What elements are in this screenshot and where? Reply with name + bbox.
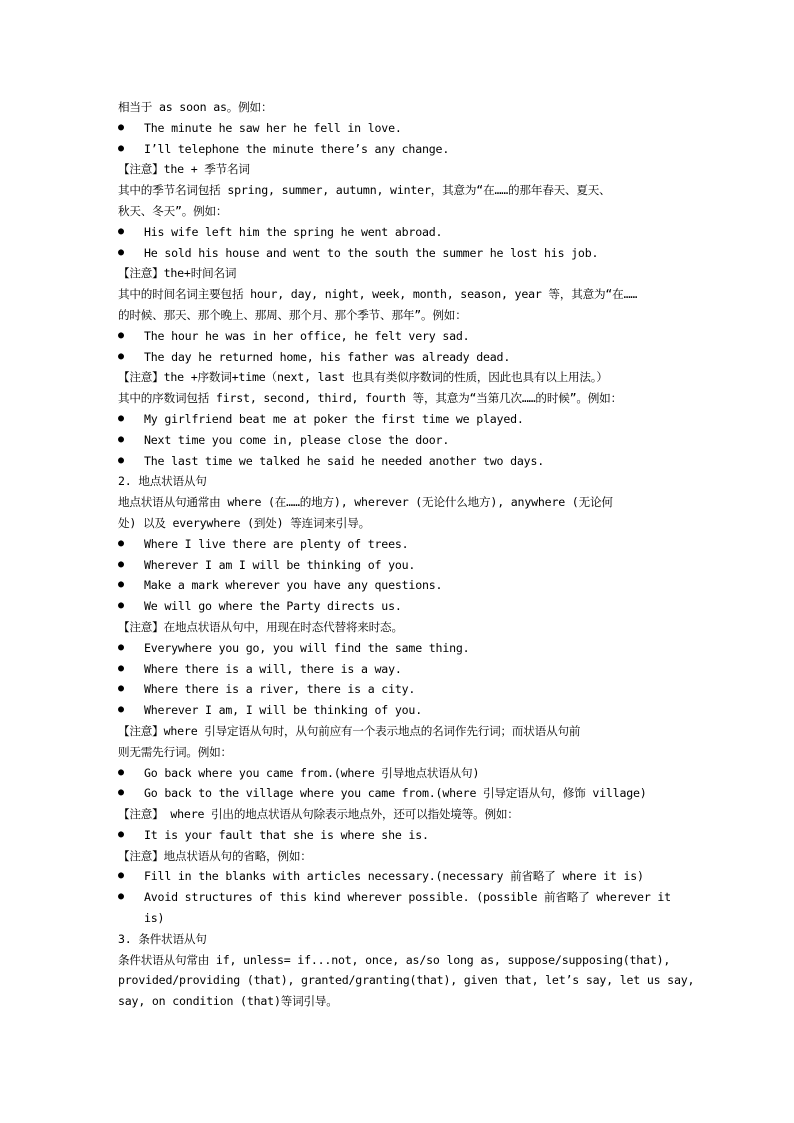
bullet-text: The day he returned home, his father was already dead. (144, 349, 511, 364)
bullet-item (118, 534, 680, 555)
bullet-text: Wherever I am I will be thinking of you. (144, 557, 416, 572)
text-line: 【注意】 where 引出的地点状语从句除表示地点外，还可以指处境等。例如： (118, 807, 519, 822)
bullet-icon: ● (118, 683, 124, 695)
text-line: 【注意】在地点状语从句中，用现在时态代替将来时态。 (118, 619, 403, 634)
text-line: 其中的时间名词主要包括 hour, day, night, week, month, season, year 等，其意为“在…… (118, 287, 638, 302)
bullet-icon: ● (118, 704, 124, 716)
bullet-text: Next time you come in, please close the door. (144, 432, 450, 447)
text-line: 条件状语从句常由 if, unless= if...not, once, as/so long as, suppose/supposing(that), (118, 952, 671, 967)
bullet-item (118, 659, 680, 680)
bullet-item (118, 118, 680, 139)
bullet-icon: ● (118, 537, 124, 549)
bullet-text: Make a mark wherever you have any questions. (144, 578, 443, 593)
bullet-text: Go back to the village where you came from.(where 引导定语从句，修饰 village) (144, 786, 647, 801)
bullet-text: Fill in the blanks with articles necessary.(necessary 前省略了 where it is) (144, 869, 644, 884)
bullet-item (118, 347, 680, 368)
text-line: provided/providing (that), granted/granting(that), given that, let’s say, let us say, (118, 973, 695, 988)
bullet-text: The minute he saw her he fell in love. (144, 120, 402, 135)
bullet-item (118, 222, 680, 243)
bullet-item (118, 409, 680, 430)
bullet-icon: ● (118, 350, 124, 362)
bullet-item (118, 243, 680, 264)
bullet-icon: ● (118, 787, 124, 799)
bullet-icon: ● (118, 662, 124, 674)
bullet-item (118, 825, 680, 846)
bullet-item (118, 638, 680, 659)
text-line: 相当于 as soon as。例如： (118, 100, 273, 114)
text-line: 【注意】the + 季节名词 (118, 162, 250, 177)
bullet-text: He sold his house and went to the south the summer he lost his job. (144, 245, 599, 260)
bullet-icon: ● (118, 870, 124, 882)
bullet-icon: ● (118, 225, 124, 237)
text-line: 3. 条件状语从句 (118, 931, 207, 946)
document-body (118, 97, 695, 1012)
text-line: say, on condition (that)等词引导。 (118, 994, 338, 1009)
text-line: 2. 地点状语从句 (118, 474, 207, 489)
text-line: 处) 以及 everywhere (到处) 等连词来引导。 (118, 515, 370, 530)
bullet-text: Where I live there are plenty of trees. (144, 536, 409, 551)
bullet-item (118, 451, 680, 472)
bullet-icon: ● (118, 433, 124, 445)
bullet-continuation: is) (144, 911, 165, 926)
bullet-text: His wife left him the spring he went abroad. (144, 224, 443, 239)
bullet-item (118, 596, 680, 617)
bullet-item (118, 575, 680, 596)
bullet-text: It is your fault that she is where she is. (144, 827, 429, 842)
text-line: 【注意】where 引导定语从句时，从句前应有一个表示地点的名词作先行词；而状语从句前 (118, 723, 581, 738)
bullet-icon: ● (118, 121, 124, 133)
text-line: 则无需先行词。例如： (118, 744, 232, 759)
bullet-item (118, 763, 680, 784)
bullet-icon: ● (118, 412, 124, 424)
bullet-icon: ● (118, 142, 124, 154)
bullet-icon: ● (118, 766, 124, 778)
bullet-item (118, 430, 680, 451)
bullet-text: My girlfriend beat me at poker the first time we played. (144, 411, 524, 426)
bullet-text: Avoid structures of this kind wherever possible. (possible 前省略了 wherever it (144, 890, 671, 905)
text-line: 其中的序数词包括 first, second, third, fourth 等，其意为“当第几次……的时候”。例如： (118, 391, 622, 406)
bullet-icon: ● (118, 641, 124, 653)
text-line: 【注意】地点状语从句的省略，例如： (118, 848, 312, 863)
bullet-text: The hour he was in her office, he felt very sad. (144, 328, 470, 343)
bullet-item (118, 679, 680, 700)
bullet-icon: ● (118, 600, 124, 612)
bullet-item (118, 139, 680, 160)
text-line: 秋天、冬天”。例如： (118, 203, 228, 218)
bullet-text: Where there is a will, there is a way. (144, 661, 402, 676)
text-line: 的时候、那天、那个晚上、那周、那个月、那个季节、那年”。例如： (118, 307, 467, 322)
bullet-item (118, 555, 680, 576)
bullet-text: We will go where the Party directs us. (144, 599, 402, 614)
bullet-icon: ● (118, 246, 124, 258)
text-line: 【注意】the +序数词+time（next, last 也具有类似序数词的性质，因此也具有以上用法。） (118, 370, 608, 385)
text-line: 【注意】the+时间名词 (118, 266, 237, 281)
bullet-text: Where there is a river, there is a city. (144, 682, 416, 697)
bullet-text: I’ll telephone the minute there’s any change. (144, 141, 450, 156)
bullet-item (118, 700, 680, 721)
bullet-text: The last time we talked he said he needed another two days. (144, 453, 545, 468)
bullet-text: Wherever I am, I will be thinking of you. (144, 703, 422, 718)
text-line: 其中的季节名词包括 spring, summer, autumn, winter，其意为“在……的那年春天、夏天、 (118, 183, 611, 198)
bullet-icon: ● (118, 329, 124, 341)
bullet-item (118, 866, 680, 887)
bullet-item (118, 326, 680, 347)
bullet-text: Go back where you came from.(where 引导地点状语从句) (144, 765, 480, 780)
bullet-icon: ● (118, 891, 124, 903)
bullet-text: Everywhere you go, you will find the same thing. (144, 640, 470, 655)
bullet-item (118, 887, 680, 908)
bullet-icon: ● (118, 558, 124, 570)
text-line: 地点状语从句通常由 where (在……的地方), wherever (无论什么地方), anywhere (无论何 (118, 495, 613, 510)
bullet-item (118, 783, 680, 804)
bullet-icon: ● (118, 579, 124, 591)
bullet-icon: ● (118, 454, 124, 466)
bullet-icon: ● (118, 828, 124, 840)
